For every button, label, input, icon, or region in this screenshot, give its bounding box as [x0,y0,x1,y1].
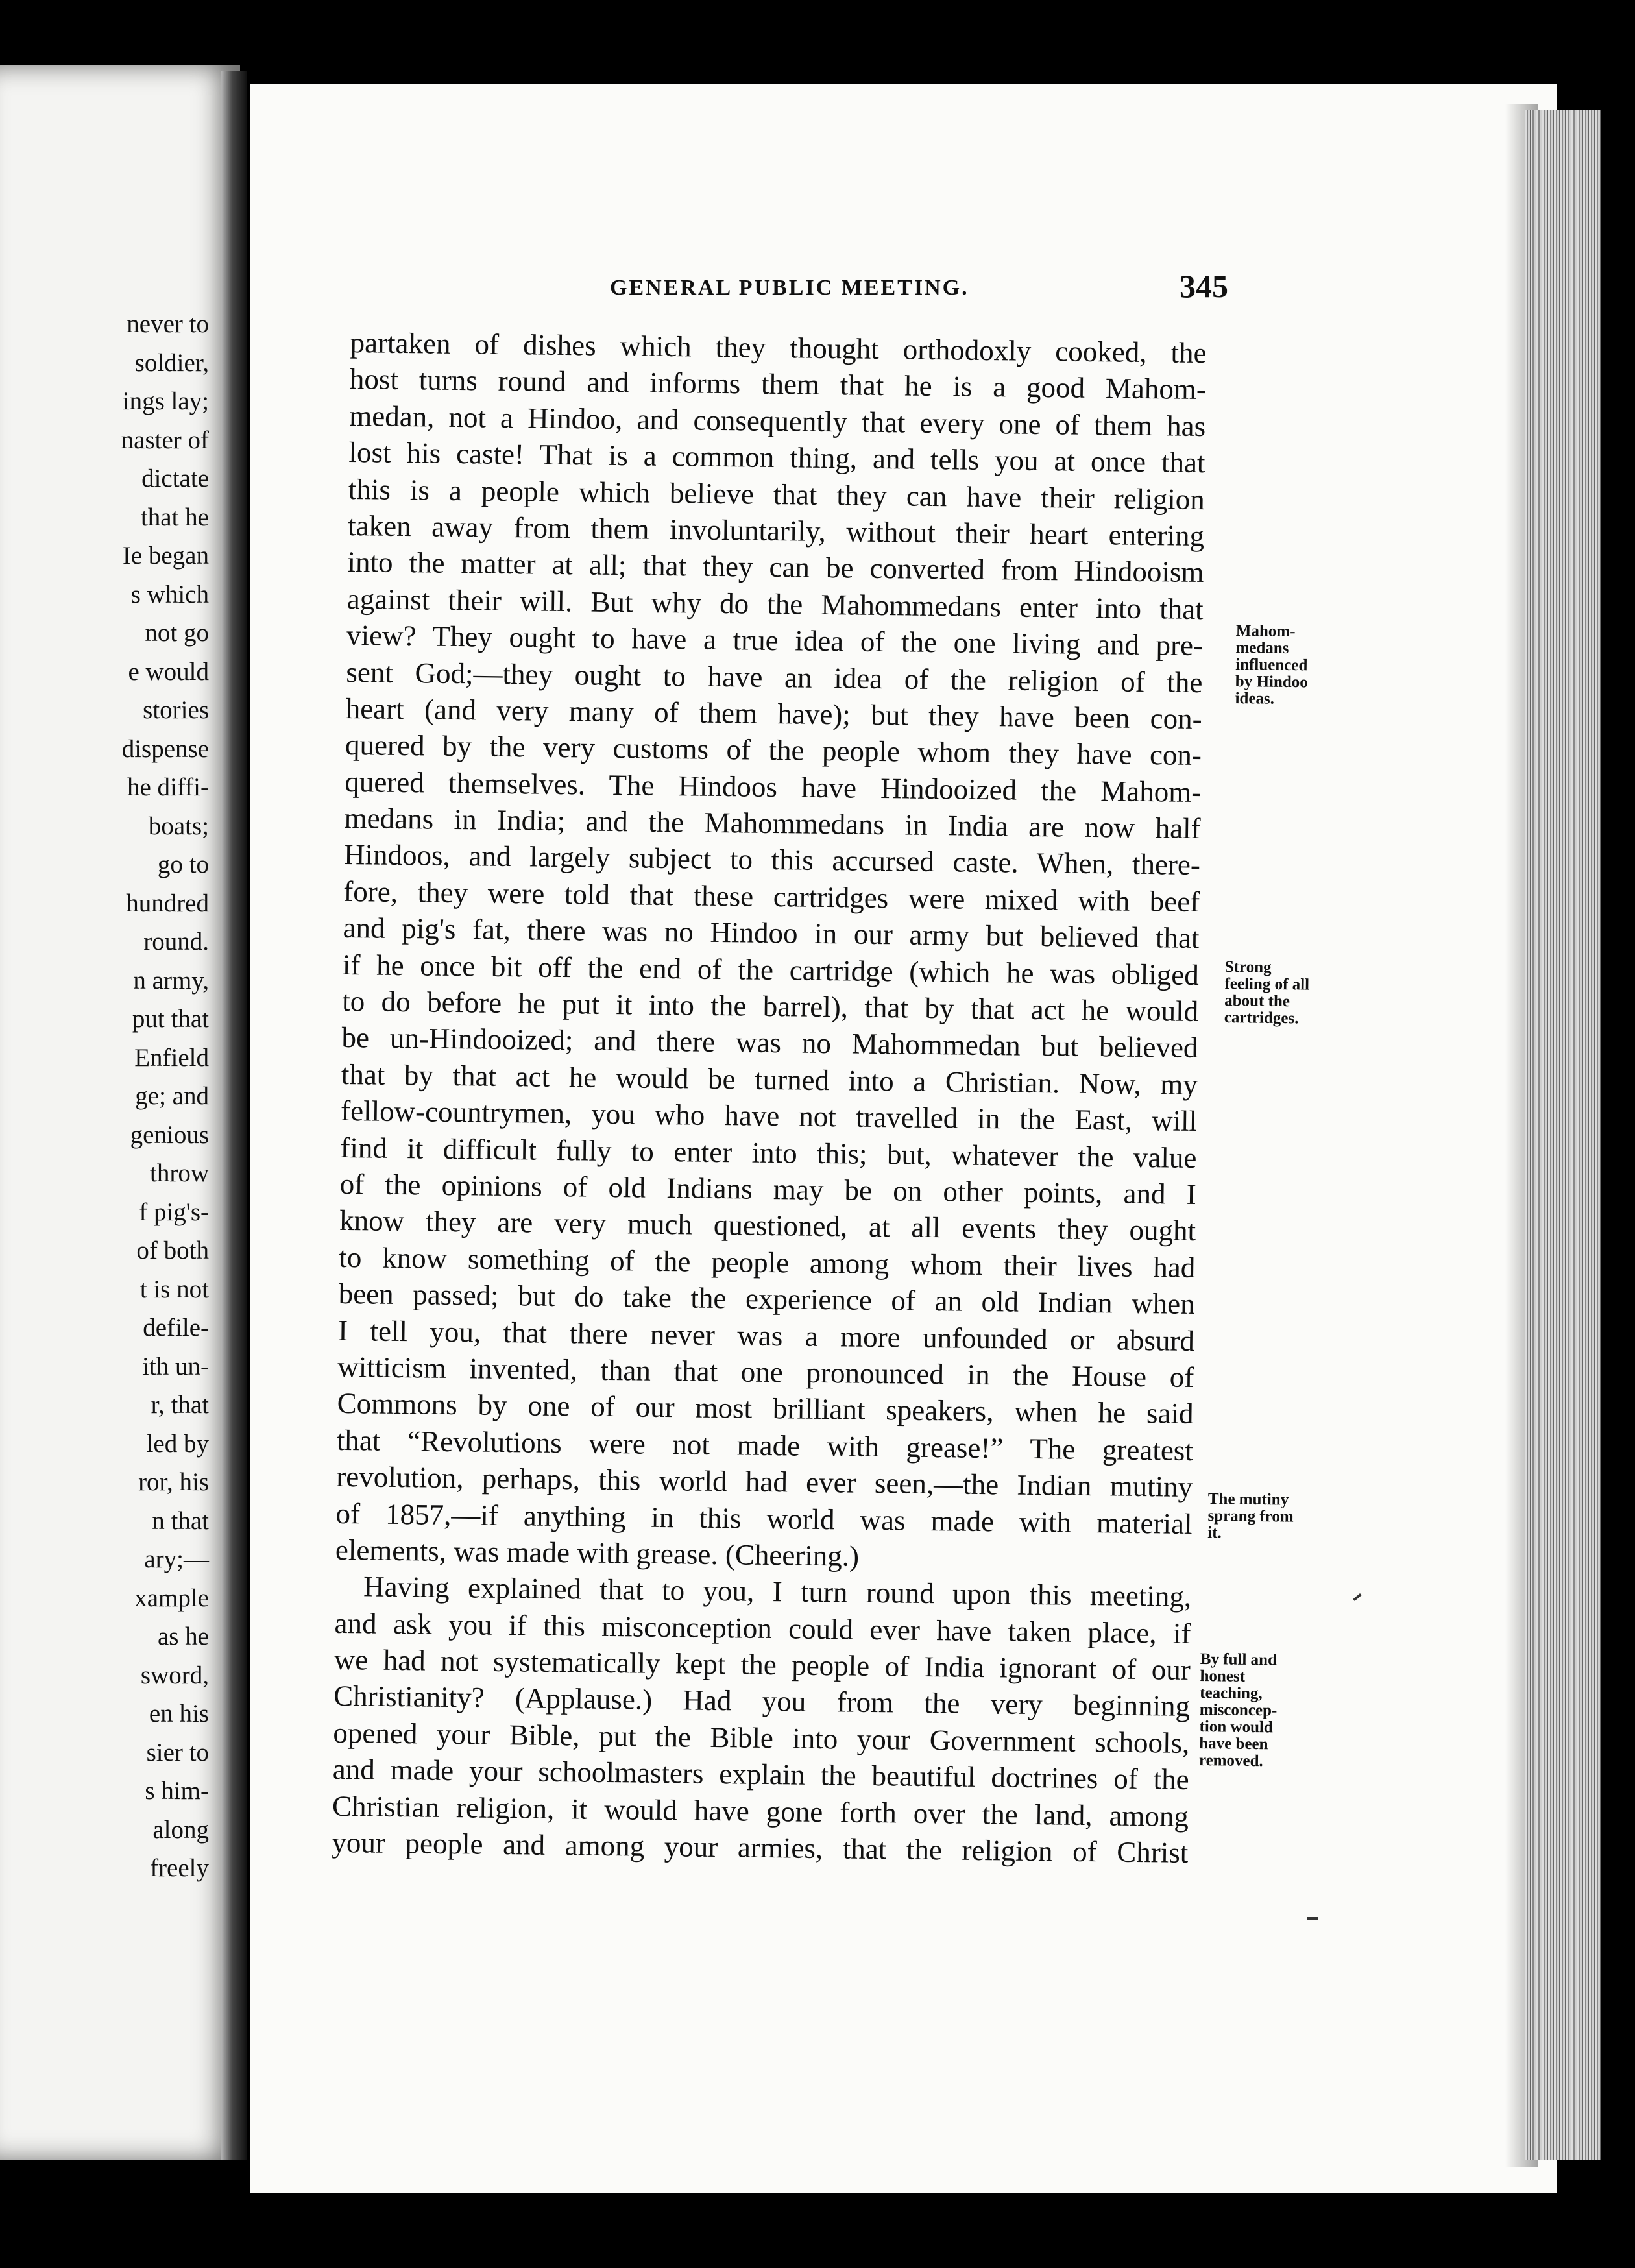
body-line: Christian religion, it would have gone forth over the land, among [332,1789,1189,1833]
body-line: quered by the very customs of the people whom they have con- [345,729,1202,772]
previous-page-line: soldier, [134,348,209,377]
sidenote-line: removed. [1198,1751,1263,1770]
previous-page-line: go to [157,850,209,878]
previous-page-line: led by [146,1429,209,1458]
previous-page-line: n that [152,1506,209,1535]
body-line: partaken of dishes which they thought orthodoxly cooked, the [350,326,1207,370]
sidenote-line: influenced [1235,655,1308,675]
sidenote-mahommedans-influenced [1235,623,1308,708]
body-line: we had not systematically kept the people of India ignorant of our [333,1643,1191,1687]
body-line: Christianity? (Applause.) Had you from the very beginning [333,1680,1191,1723]
previous-page-line: never to [127,310,209,338]
sidenote-line: medans [1235,638,1289,657]
body-line: of 1857,—if anything in this world was made with material [335,1497,1193,1540]
scan-speck [1307,1917,1318,1920]
body-line: lost his caste! That is a common thing, and tells you at once that [348,436,1205,479]
previous-page-line: ith un- [142,1352,209,1381]
previous-page-line: along [152,1815,209,1844]
previous-page-line: genious [130,1120,209,1149]
sidenote-line: feeling of all [1224,974,1310,994]
body-line: and made your schoolmasters explain the beautiful doctrines of the [332,1753,1189,1796]
body-line: that by that act he would be turned into a Christian. Now, my [341,1057,1198,1101]
body-line: view? They ought to have a true idea of the one living and pre- [346,619,1204,662]
body-line: your people and among your armies, that the religion of Christ [332,1826,1189,1869]
previous-page-fragment [0,65,240,2160]
body-line: witticism invented, than that one pronounced in the House of [337,1350,1194,1393]
previous-page-line: naster of [121,426,209,454]
body-line: this is a people which believe that they can have their religion [348,472,1205,516]
body-line: taken away from them involuntarily, without their heart entering [347,509,1205,553]
body-line: find it difficult fully to enter into this; but, whatever the value [340,1131,1197,1174]
previous-page-line: dispense [121,734,209,763]
previous-page-line: r, that [151,1391,209,1419]
previous-page-line: as he [157,1623,209,1650]
body-line: Hindoos, and largely subject to this accursed caste. When, there- [343,838,1201,882]
body-line: revolution, perhaps, this world had ever seen,—the Indian mutiny [335,1460,1193,1504]
previous-page-line: Ie began [122,542,209,570]
sidenote-line: misconcep- [1199,1700,1278,1720]
body-line: know they are very much questioned, at all events they ought [339,1204,1196,1248]
previous-page-line: ge; and [135,1082,209,1110]
previous-page-line: not go [145,619,209,647]
previous-page-line: sier to [146,1738,209,1767]
body-line: and ask you if this misconception could ever have taken place, if [334,1606,1191,1650]
previous-page-line: throw [150,1159,209,1187]
previous-page-line: of both [136,1237,209,1264]
body-line: Having explained that to you, I turn round upon this meeting, [363,1570,1192,1613]
body-line: that “Revolutions were not made with grease!” The greatest [336,1423,1194,1467]
body-line: medans in India; and the Mahommedans in India are now half [344,802,1201,845]
body-line: if he once bit off the end of the cartridge (which he was obliged [342,948,1200,991]
sidenote-line: The mutiny [1207,1490,1289,1509]
previous-page-line: put that [132,1005,209,1033]
body-line: into the matter at all; that they can be converted from Hindooism [347,546,1204,589]
sidenote-mutiny [1207,1491,1294,1543]
body-line: to know something of the people among whom their lives had [339,1240,1196,1284]
body-line: be un-Hindooized; and there was no Mahommedan but believed [341,1021,1198,1065]
previous-page-line: stories [143,696,209,724]
previous-page-line: xample [134,1584,209,1612]
sidenote-line: sprang from [1207,1506,1294,1526]
body-line: fore, they were told that these cartridges were mixed with beef [343,875,1200,918]
body-line: of the opinions of old Indians may be on other points, and I [339,1167,1197,1211]
sidenote-line: By full and [1200,1650,1278,1669]
book-gutter [221,71,247,2160]
body-line: host turns round and informs them that he is a good Mahom- [349,363,1207,406]
previous-page-line: t is not [139,1275,209,1303]
page-edges [1525,110,1601,2160]
body-line: opened your Bible, put the Bible into your Government schools, [333,1716,1190,1759]
body-line: quered themselves. The Hindoos have Hindooized the Mahom- [345,765,1202,808]
body-line: sent God;—they ought to have an idea of the religion of the [346,655,1203,699]
previous-page-text [121,305,209,1888]
previous-page-line: f pig's- [139,1198,209,1226]
sidenote-line: Strong [1224,958,1272,976]
previous-page-line: freely [150,1854,209,1882]
sidenote-line: have been [1199,1734,1268,1754]
sidenote-line: teaching, [1200,1683,1263,1703]
body-line: heart (and very many of them have); but they have been con- [345,692,1202,735]
body-line: I tell you, that there never was a more unfounded or absurd [337,1314,1195,1357]
body-line: medan, not a Hindoo, and consequently that every one of them has [348,399,1206,442]
sidenote-line: honest [1200,1667,1246,1685]
previous-page-line: ror, his [138,1468,209,1496]
sidenote-line: about the [1224,991,1290,1011]
previous-page-line: round. [143,928,209,956]
sidenote-line: Mahom- [1235,622,1296,641]
sidenote-line: tion would [1199,1717,1273,1737]
sidenote-full-teaching [1199,1651,1278,1770]
previous-page-line: defile- [143,1314,209,1342]
previous-page-line: hundred [126,889,209,917]
previous-page-line: n army, [133,966,209,995]
previous-page-line: Enfield [134,1043,209,1072]
sidenote-line: it. [1207,1523,1222,1542]
previous-page-line: dictate [141,464,209,492]
body-line: elements, was made with grease. (Cheering.) [335,1533,860,1573]
body-line: to do before he put it into the barrel), that by that act he would [341,984,1199,1028]
previous-page-line: s him- [145,1777,209,1805]
sidenote-line: by Hindoo [1235,672,1308,692]
previous-page-line: s which [130,580,209,609]
previous-page-line: ary;— [144,1545,209,1573]
sidenote-strong-feeling [1224,959,1310,1028]
previous-page-line: e would [128,657,209,686]
sidenote-line: cartridges. [1224,1008,1299,1028]
previous-page-line: sword, [140,1661,209,1689]
body-text [332,324,1207,1871]
running-title: GENERAL PUBLIC MEETING. [610,276,969,300]
page-number: 345 [1180,268,1228,304]
body-line: and pig's fat, there was no Hindoo in our army but believed that [343,911,1200,955]
body-line: Commons by one of our most brilliant speakers, when he said [337,1387,1194,1430]
previous-page-line: ings lay; [122,387,209,415]
body-line: against their will. But why do the Mahommedans enter into that [346,582,1204,625]
previous-page-line: he diffi- [127,773,209,801]
sidenote-line: ideas. [1235,689,1275,708]
body-line: fellow-countrymen, you who have not travelled in the East, will [340,1094,1198,1138]
previous-page-line: en his [149,1700,209,1728]
previous-page-line: that he [140,503,209,531]
body-line: been passed; but do take the experience of an old Indian when [338,1277,1195,1321]
previous-page-line: boats; [148,812,209,840]
